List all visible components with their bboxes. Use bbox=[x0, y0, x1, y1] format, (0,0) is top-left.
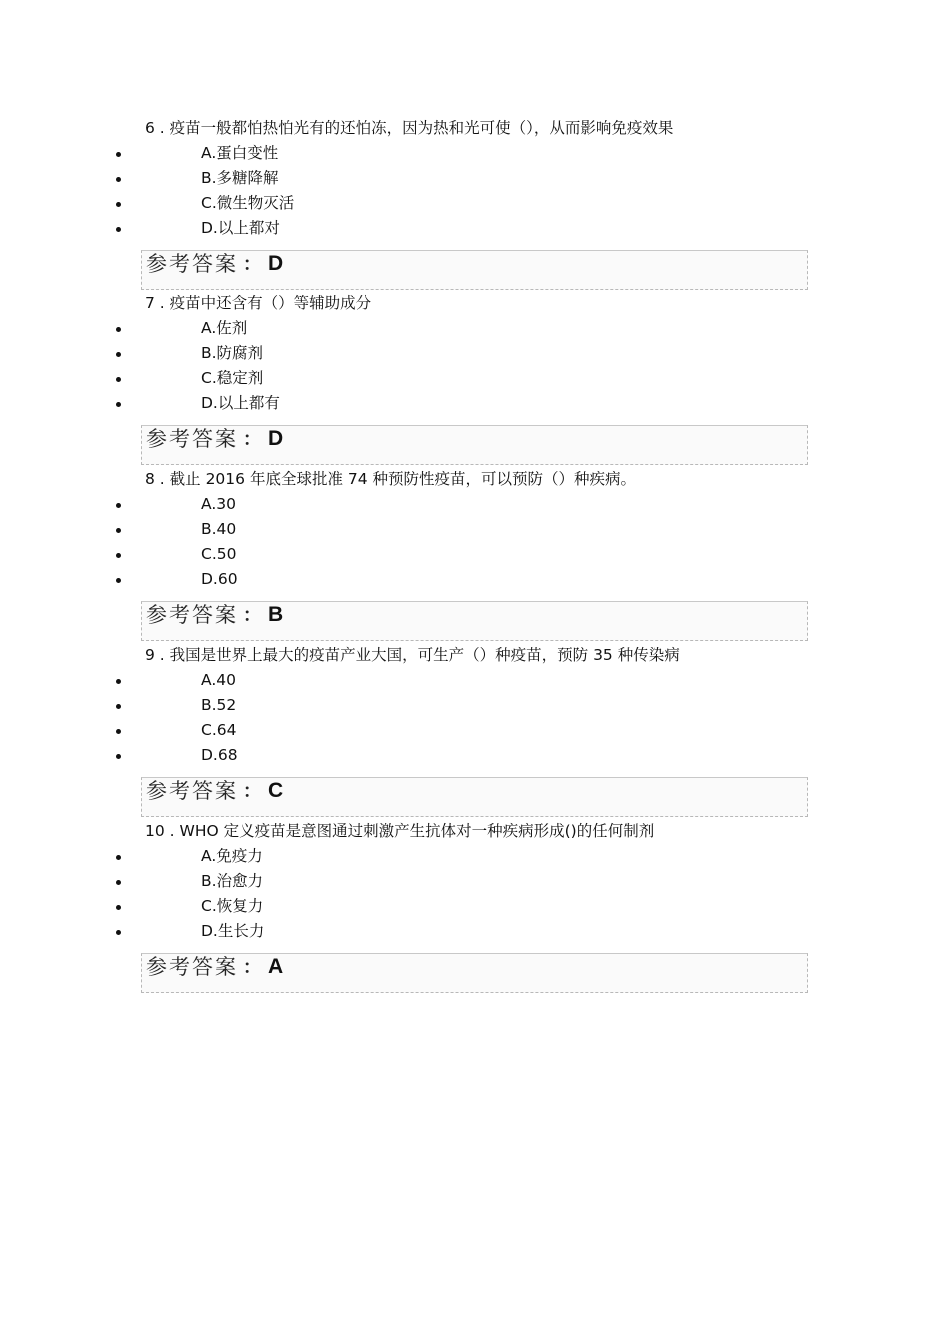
bullet-icon bbox=[116, 352, 121, 357]
bullet-icon bbox=[116, 729, 121, 734]
option-label: B.治愈力 bbox=[201, 872, 264, 890]
option-item bbox=[0, 920, 950, 942]
option-item bbox=[0, 744, 950, 766]
option-item bbox=[0, 669, 950, 691]
option-item bbox=[0, 392, 950, 414]
bullet-icon bbox=[116, 930, 121, 935]
question-title: 8 . 截止 2016 年底全球批准 74 种预防性疫苗，可以预防（）种疾病。 bbox=[145, 470, 637, 488]
bullet-icon bbox=[116, 402, 121, 407]
option-label: C.64 bbox=[201, 721, 237, 739]
option-label: A.30 bbox=[201, 495, 236, 513]
answer-label: 参考答案 bbox=[146, 955, 238, 979]
answer-box bbox=[141, 601, 808, 641]
answer-box bbox=[141, 250, 808, 290]
answer-value: D bbox=[268, 252, 284, 275]
question-9 bbox=[0, 644, 950, 820]
bullet-icon bbox=[116, 905, 121, 910]
option-item bbox=[0, 167, 950, 189]
answer-value: B bbox=[268, 603, 284, 626]
option-label: A.免疫力 bbox=[201, 847, 263, 865]
question-6 bbox=[0, 117, 950, 293]
option-item bbox=[0, 367, 950, 389]
option-item bbox=[0, 518, 950, 540]
bullet-icon bbox=[116, 177, 121, 182]
option-item bbox=[0, 895, 950, 917]
answer-box bbox=[141, 777, 808, 817]
option-label: A.蛋白变性 bbox=[201, 144, 279, 162]
option-label: B.多糖降解 bbox=[201, 169, 279, 187]
answer-label: 参考答案 bbox=[146, 252, 238, 276]
bullet-icon bbox=[116, 377, 121, 382]
bullet-icon bbox=[116, 152, 121, 157]
option-label: D.60 bbox=[201, 570, 238, 588]
option-label: B.防腐剂 bbox=[201, 344, 264, 362]
bullet-icon bbox=[116, 327, 121, 332]
question-title: 7 . 疫苗中还含有（）等辅助成分 bbox=[145, 294, 372, 312]
bullet-icon bbox=[116, 528, 121, 533]
option-item bbox=[0, 493, 950, 515]
question-title: 9 . 我国是世界上最大的疫苗产业大国，可生产（）种疫苗，预防 35 种传染病 bbox=[145, 646, 680, 664]
answer-label: 参考答案 bbox=[146, 779, 238, 803]
answer-box bbox=[141, 425, 808, 465]
option-label: A.40 bbox=[201, 671, 236, 689]
answer-value: A bbox=[268, 955, 284, 978]
option-label: D.以上都有 bbox=[201, 394, 280, 412]
option-item bbox=[0, 192, 950, 214]
answer-value: C bbox=[268, 779, 284, 802]
option-label: A.佐剂 bbox=[201, 319, 248, 337]
bullet-icon bbox=[116, 503, 121, 508]
answer-value: D bbox=[268, 427, 284, 450]
option-item bbox=[0, 317, 950, 339]
option-item bbox=[0, 543, 950, 565]
bullet-icon bbox=[116, 227, 121, 232]
answer-separator: ： bbox=[243, 957, 261, 978]
option-label: B.52 bbox=[201, 696, 237, 714]
option-item bbox=[0, 217, 950, 239]
option-label: D.生长力 bbox=[201, 922, 265, 940]
question-7 bbox=[0, 292, 950, 468]
question-title: 10 . WHO 定义疫苗是意图通过刺激产生抗体对一种疾病形成()的任何制剂 bbox=[145, 822, 655, 840]
question-title: 6 . 疫苗一般都怕热怕光有的还怕冻，因为热和光可使（），从而影响免疫效果 bbox=[145, 119, 674, 137]
option-label: C.50 bbox=[201, 545, 237, 563]
option-label: C.微生物灭活 bbox=[201, 194, 295, 212]
bullet-icon bbox=[116, 880, 121, 885]
option-item bbox=[0, 719, 950, 741]
answer-separator: ： bbox=[243, 605, 261, 626]
option-item bbox=[0, 142, 950, 164]
bullet-icon bbox=[116, 855, 121, 860]
bullet-icon bbox=[116, 754, 121, 759]
question-8 bbox=[0, 468, 950, 644]
answer-separator: ： bbox=[243, 429, 261, 450]
option-label: D.以上都对 bbox=[201, 219, 280, 237]
option-label: C.恢复力 bbox=[201, 897, 264, 915]
answer-label: 参考答案 bbox=[146, 603, 238, 627]
answer-label: 参考答案 bbox=[146, 427, 238, 451]
bullet-icon bbox=[116, 553, 121, 558]
answer-separator: ： bbox=[243, 781, 261, 802]
answer-separator: ： bbox=[243, 254, 261, 275]
option-item bbox=[0, 568, 950, 590]
question-10 bbox=[0, 820, 950, 996]
answer-box bbox=[141, 953, 808, 993]
option-item bbox=[0, 870, 950, 892]
option-item bbox=[0, 694, 950, 716]
bullet-icon bbox=[116, 578, 121, 583]
option-item bbox=[0, 845, 950, 867]
option-label: C.稳定剂 bbox=[201, 369, 264, 387]
option-item bbox=[0, 342, 950, 364]
option-label: D.68 bbox=[201, 746, 238, 764]
bullet-icon bbox=[116, 679, 121, 684]
bullet-icon bbox=[116, 704, 121, 709]
bullet-icon bbox=[116, 202, 121, 207]
option-label: B.40 bbox=[201, 520, 237, 538]
